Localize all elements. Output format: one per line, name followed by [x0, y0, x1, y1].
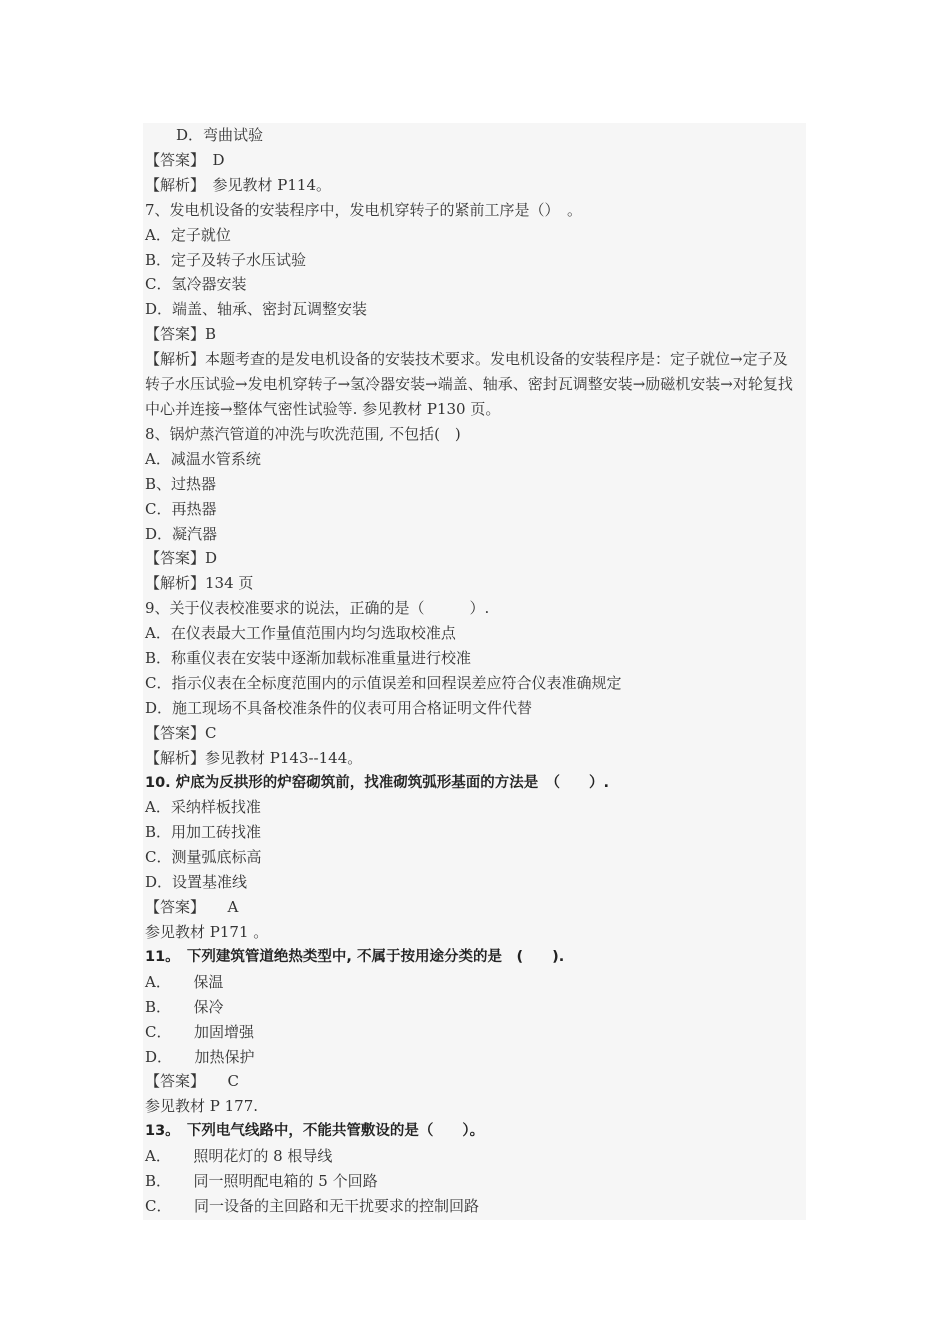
- text-line: 【解析】本题考查的是发电机设备的安装技术要求。发电机设备的安装程序是：定子就位→定子及转子水压试验→发电机穿转子→氢冷器安装→端盖、轴承、密封瓦调整安装→励磁机安装→对轮复找中心并连接→整体气密性试验等. 参见教材 P130 页。: [145, 350, 793, 418]
- text-line: B．定子及转子水压试验: [145, 250, 307, 269]
- text-line: 【解析】134 页: [145, 574, 254, 593]
- text-line: C． 加固增强: [145, 1022, 254, 1041]
- text-line: D．弯曲试验: [176, 126, 264, 144]
- text-line: D．端盖、轴承、密封瓦调整安装: [145, 300, 368, 319]
- text-line: 8、锅炉蒸汽管道的冲洗与吹洗范围, 不包括( ): [145, 424, 461, 443]
- text-line: C． 同一设备的主回路和无干扰要求的控制回路: [145, 1196, 479, 1215]
- text-line: C．再热器: [145, 499, 217, 518]
- text-line: 【答案】 C: [145, 1072, 239, 1091]
- text-line: A．减温水管系统: [145, 449, 261, 468]
- text-line: 【答案】B: [145, 325, 217, 344]
- text-line: D． 加热保护: [145, 1047, 255, 1066]
- text-line: C．指示仪表在全标度范围内的示值误差和回程误差应符合仪表准确规定: [145, 673, 622, 692]
- text-line: 【解析】参见教材 P143--144。: [145, 748, 363, 767]
- text-line: B、过热器: [145, 474, 217, 493]
- text-line: D．凝汽器: [145, 524, 218, 543]
- text-line: 10. 炉底为反拱形的炉窑砌筑前，找准砌筑弧形基面的方法是 （ ）.: [145, 774, 609, 791]
- text-line: D．设置基准线: [145, 873, 248, 892]
- text-line: 【答案】 D: [145, 150, 225, 169]
- text-line: 【答案】 A: [145, 898, 239, 917]
- text-line: D．施工现场不具备校准条件的仪表可用合格证明文件代替: [145, 698, 533, 717]
- document-content: [143, 123, 806, 1220]
- text-line: C．测量弧底标高: [145, 848, 262, 867]
- text-line: 7、发电机设备的安装程序中，发电机穿转子的紧前工序是（） 。: [145, 200, 583, 219]
- text-line: A．在仪表最大工作量值范围内均匀选取校准点: [145, 624, 456, 643]
- text-line: C．氢冷器安装: [145, 275, 247, 294]
- text-line: B．称重仪表在安装中逐渐加载标准重量进行校准: [145, 649, 472, 668]
- text-line: 9、关于仪表校准要求的说法，正确的是（ ）.: [145, 599, 490, 618]
- text-line: B．用加工砖找准: [145, 823, 262, 842]
- text-line: 参见教材 P171 。: [145, 923, 269, 941]
- text-line: 参见教材 P 177.: [145, 1097, 259, 1116]
- text-line: 13。 下列电气线路中，不能共管敷设的是（ ）。: [145, 1123, 485, 1140]
- text-line: 【答案】C: [145, 723, 217, 742]
- text-line: B． 同一照明配电箱的 5 个回路: [145, 1172, 378, 1191]
- text-line: 11。 下列建筑管道绝热类型中, 不属于按用途分类的是 ( ).: [145, 948, 565, 965]
- text-line: A． 保温: [145, 972, 224, 991]
- text-line: 【解析】 参见教材 P114。: [145, 175, 331, 194]
- text-line: A．定子就位: [145, 225, 231, 244]
- text-line: A．采纳样板找准: [145, 798, 261, 817]
- text-line: 【答案】D: [145, 549, 218, 568]
- text-line: A． 照明花灯的 8 根导线: [145, 1147, 333, 1166]
- text-line: B． 保冷: [145, 997, 224, 1016]
